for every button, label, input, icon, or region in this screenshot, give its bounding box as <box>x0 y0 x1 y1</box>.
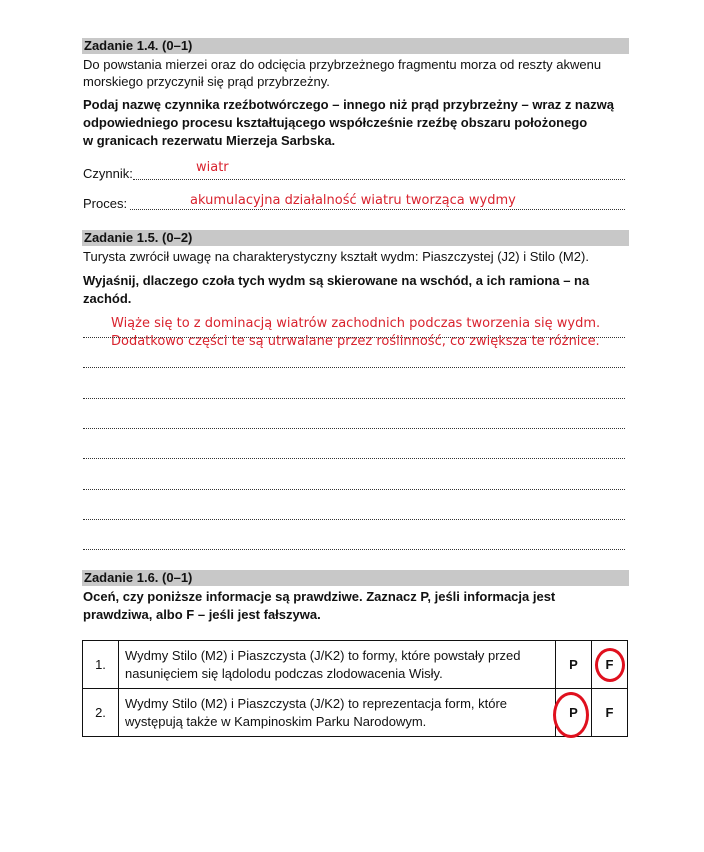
table-row <box>83 689 628 737</box>
answer-line-2[interactable] <box>83 367 625 368</box>
option-f[interactable] <box>592 641 628 689</box>
statement-line2: nasunięciem się lądolodu podczas zlodowacenia Wisły. <box>125 665 443 681</box>
option-p[interactable] <box>556 689 592 737</box>
task-1-6-header: Zadanie 1.6. (0–1) <box>82 570 629 586</box>
option-p-label: P <box>569 705 578 720</box>
row-number: 2. <box>83 689 119 737</box>
task-1-5-answer-line2: Dodatkowo części te są utrwalane przez roślinność, co zwiększa te różnice. <box>111 334 600 349</box>
process-label: Proces: <box>83 196 128 211</box>
option-p[interactable] <box>556 641 592 689</box>
row-number: 1. <box>83 641 119 689</box>
selection-circle <box>595 648 625 682</box>
answer-line-6[interactable] <box>83 489 625 490</box>
option-f[interactable] <box>592 689 628 737</box>
option-p-label: P <box>569 657 578 672</box>
statement-line1: Wydmy Stilo (M2) i Piaszczysta (J/K2) to formy, które powstały przed <box>125 647 521 663</box>
task-1-4-instruction-line1: Podaj nazwę czynnika rzeźbotwórczego – innego niż prąd przybrzeżny – wraz z nazwą <box>83 97 614 112</box>
statement-line2: występują także w Kampinoskim Parku Narodowym. <box>125 713 427 729</box>
option-f-label: F <box>605 657 614 672</box>
factor-answer-line[interactable] <box>133 179 625 180</box>
answer-line-4[interactable] <box>83 428 625 429</box>
task-1-4-header: Zadanie 1.4. (0–1) <box>82 38 629 54</box>
answer-line-8[interactable] <box>83 549 625 550</box>
task-1-6-instruction-line1: Oceń, czy poniższe informacje są prawdziwe. Zaznacz P, jeśli informacja jest <box>83 589 556 604</box>
task-1-5-answer-line1: Wiąże się to z dominacją wiatrów zachodnich podczas tworzenia się wydm. <box>111 316 601 331</box>
selection-circle <box>553 692 589 738</box>
answer-line-1[interactable] <box>83 337 625 338</box>
task-1-5-header: Zadanie 1.5. (0–2) <box>82 230 629 246</box>
task-1-5-intro: Turysta zwrócił uwagę na charakterystyczny kształt wydm: Piaszczystej (J2) i Stilo (M2). <box>83 249 589 264</box>
factor-answer: wiatr <box>196 160 229 175</box>
process-answer: akumulacyjna działalność wiatru tworząca wydmy <box>190 193 516 208</box>
task-1-4-intro-line1: Do powstania mierzei oraz do odcięcia przybrzeżnego fragmentu morza od reszty akwenu <box>83 57 602 72</box>
task-1-5-instruction-line1: Wyjaśnij, dlaczego czoła tych wydm są skierowane na wschód, a ich ramiona – na <box>83 273 590 288</box>
table-row <box>83 641 628 689</box>
task-1-4-intro-line2: morskiego przyczynił się prąd przybrzeżny. <box>83 74 330 89</box>
option-f-label: F <box>605 705 614 720</box>
task-1-6-instruction-line2: prawdziwa, albo F – jeśli jest fałszywa. <box>83 607 321 622</box>
true-false-table <box>82 640 628 737</box>
task-1-4-instruction-line2: odpowiedniego procesu kształtującego współcześnie rzeźbę obszaru położonego <box>83 115 588 130</box>
answer-line-3[interactable] <box>83 398 625 399</box>
answer-line-7[interactable] <box>83 519 625 520</box>
process-answer-line[interactable] <box>130 209 625 210</box>
task-1-4-instruction-line3: w granicach rezerwatu Mierzeja Sarbska. <box>83 133 336 148</box>
statement-line1: Wydmy Stilo (M2) i Piaszczysta (J/K2) to reprezentacja form, które <box>125 695 508 711</box>
task-1-5-instruction-line2: zachód. <box>83 291 132 306</box>
factor-label: Czynnik: <box>83 166 133 181</box>
answer-line-5[interactable] <box>83 458 625 459</box>
statement <box>119 689 556 737</box>
statement <box>119 641 556 689</box>
